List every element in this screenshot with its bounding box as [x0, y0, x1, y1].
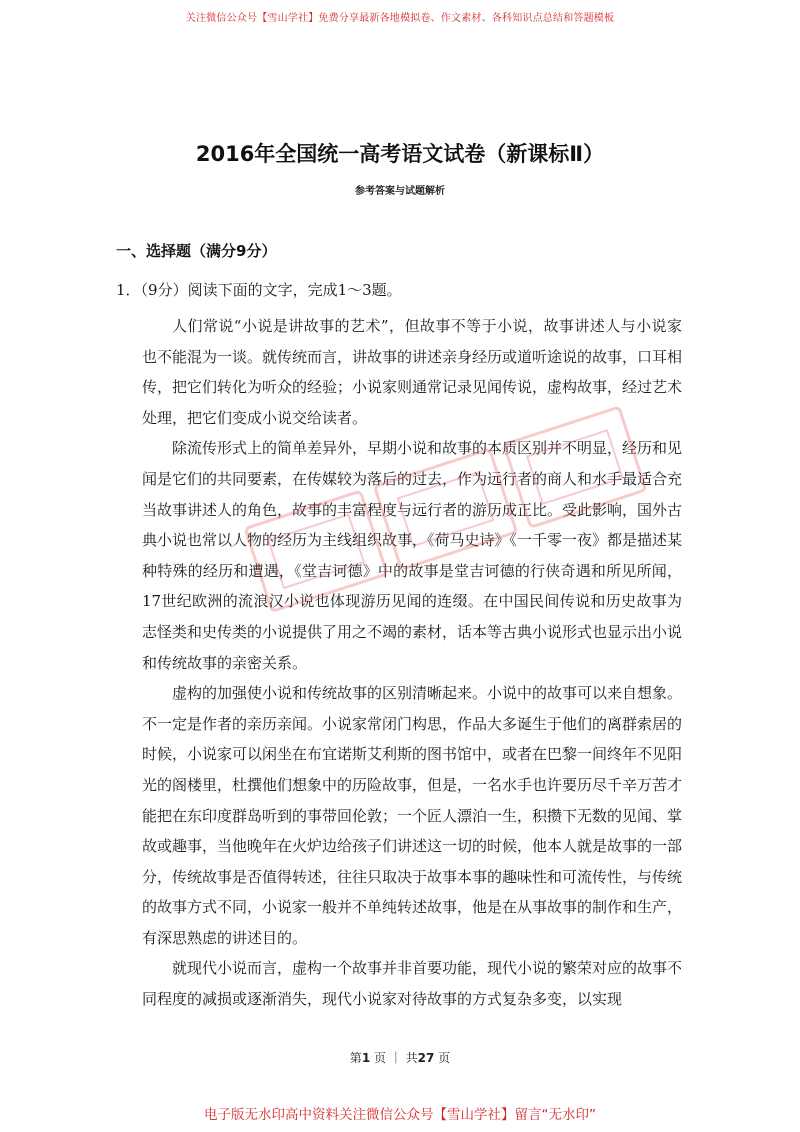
passage-paragraph-4: 就现代小说而言，虚构一个故事并非首要功能，现代小说的繁荣对应的故事不同程度的减损或逐渐消失，现代小说家对待故事的方式复杂多变，以实现	[142, 959, 683, 1009]
page-subtitle: 参考答案与试题解析	[355, 186, 445, 197]
page-title: 2016年全国统一高考语文试卷（新课标Ⅱ）	[195, 142, 605, 166]
page-number: 第1 页 ｜ 共27 页	[349, 1051, 451, 1065]
bottom-banner: 电子版无水印高中资料关注微信公众号【雪山学社】留言“无水印”	[204, 1107, 596, 1123]
section-heading: 一、选择题（满分9分）	[116, 242, 277, 260]
passage-paragraph-3: 虚构的加强使小说和传统故事的区别清晰起来。小说中的故事可以来自想象。不一定是作者的亲历亲闻。小说家常闭门构思，作品大多诞生于他们的离群索居的时候，小说家可以闲坐在布宜诺斯艾利斯的图书馆中，或者在巴黎一间终年不见阳光的阁楼里，杜撰他们想象中的历险故事，但是，一名水手也许要历尽千辛万苦才能把在东印度群岛听到的事带回伦敦；一个匠人漂泊一生，积攒下无数的见闻、掌故或趣事，当他晚年在火炉边给孩子们讲述这一切的时候，他本人就是故事的一部分，传统故事是否值得转述，往往只取决于故事本事的趣味性和可流传性，与传统的故事方式不同，小说家一般并不单纯转述故事，他是在从事故事的制作和生产，有深思熟虑的讲述目的。	[142, 684, 683, 947]
question-prompt: 1．（9分）阅读下面的文字，完成1～3题。	[116, 281, 402, 299]
passage-paragraph-2: 除流传形式上的简单差异外，早期小说和故事的本质区别并不明显，经历和见闻是它们的共同要素，在传媒较为落后的过去，作为远行者的商人和水手最适合充当故事讲述人的角色，故事的丰富程度与远行者的游历成正比。受此影响，国外古典小说也常以人物的经历为主线组织故事，《荷马史诗》《一千零一夜》都是描述某种特殊的经历和遭遇，《堂吉诃德》中的故事是堂吉诃德的行侠奇遇和所见所闻，17世纪欧洲的流浪汉小说也体现游历见闻的连缀。在中国民间传说和历史故事为志怪类和史传类的小说提供了用之不竭的素材，话本等古典小说形式也显示出小说和传统故事的亲密关系。	[142, 439, 683, 672]
total-pages: 27	[417, 1051, 435, 1065]
passage-paragraph-1: 人们常说“小说是讲故事的艺术”，但故事不等于小说，故事讲述人与小说家也不能混为一谈。就传统而言，讲故事的讲述亲身经历或道听途说的故事，口耳相传，把它们转化为听众的经验；小说家则通常记录见闻传说，虚构故事，经过艺术处理，把它们变成小说交给读者。	[142, 317, 683, 427]
current-page: 1	[361, 1051, 371, 1065]
reading-passage	[142, 311, 682, 1015]
top-banner: 关注微信公众号【雪山学社】免费分享最新各地模拟卷、作文素材、各科知识点总结和答题模板	[185, 13, 615, 24]
